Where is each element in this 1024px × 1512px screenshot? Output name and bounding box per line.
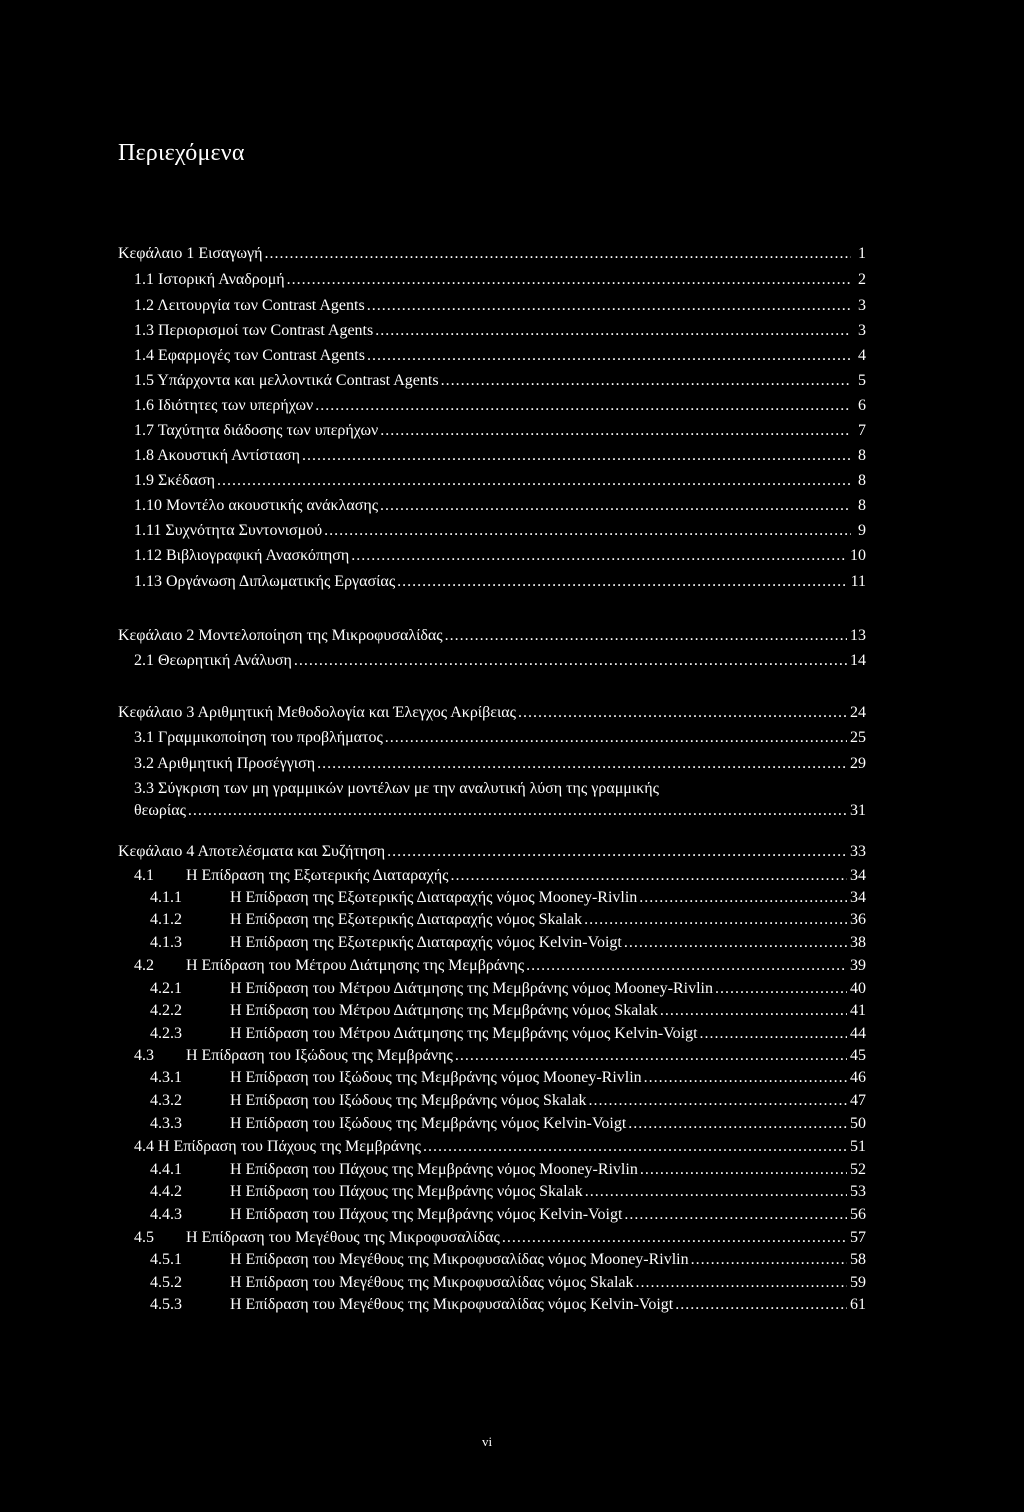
toc-entry-page: 59 (850, 1274, 866, 1291)
toc-entry[interactable] (0, 420, 1024, 442)
toc-entry-page: 45 (850, 1047, 866, 1064)
toc-entry-page: 44 (850, 1025, 866, 1042)
toc-entry-label: Η Επίδραση του Πάχους της Μεμβράνης νόμος Mooney-Rivlin (230, 1161, 638, 1178)
dot-leader (387, 841, 847, 863)
page-number: vi (482, 1434, 493, 1449)
toc-entry-page: 47 (850, 1092, 866, 1109)
dot-leader (367, 295, 851, 317)
toc-entry-page: 10 (850, 547, 866, 564)
dot-leader (264, 243, 851, 265)
toc-entry[interactable] (0, 470, 1024, 492)
dot-leader (367, 345, 851, 367)
toc-entry[interactable] (0, 370, 1024, 392)
toc-entry-label: 1.5 Υπάρχοντα και μελλοντικά Contrast Agents (134, 372, 439, 389)
toc-entry-page: 9 (858, 522, 866, 539)
dot-leader (397, 571, 847, 593)
toc-entry-number: 4.3 (134, 1047, 154, 1064)
toc-entry-page: 50 (850, 1115, 866, 1132)
toc-entry-label: Η Επίδραση του Ιξώδους της Μεμβράνης νόμος Mooney-Rivlin (230, 1069, 642, 1086)
toc-entry-number: 4.5 (134, 1229, 154, 1246)
dot-leader (644, 1067, 847, 1089)
toc-entry-label: Η Επίδραση του Μεγέθους της Μικροφυσαλίδας νόμος Skalak (230, 1274, 634, 1291)
toc-entry-page: 8 (858, 447, 866, 464)
dot-leader (455, 1045, 847, 1067)
toc-entry[interactable] (0, 865, 1024, 887)
toc-entry-label: 1.1 Ιστορική Αναδρομή (134, 271, 285, 288)
toc-entry-label: Η Επίδραση του Μεγέθους της Μικροφυσαλίδας (186, 1229, 500, 1246)
toc-entry[interactable] (0, 650, 1024, 672)
toc-entry[interactable] (0, 1090, 1024, 1112)
dot-leader (639, 887, 847, 909)
dot-leader (317, 753, 847, 775)
dot-leader (302, 445, 851, 467)
toc-entry-label: Η Επίδραση της Εξωτερικής Διαταραχής νόμος Skalak (230, 911, 583, 928)
toc-entry-page: 38 (850, 934, 866, 951)
toc-entry-number: 4.2.1 (150, 980, 182, 997)
toc-entry[interactable] (0, 778, 1024, 800)
dot-leader (585, 1181, 847, 1203)
dot-leader (385, 727, 847, 749)
toc-entry-page: 34 (850, 889, 866, 906)
toc-entry-label: Η Επίδραση του Μεγέθους της Μικροφυσαλίδας νόμος Kelvin-Voigt (230, 1296, 674, 1313)
dot-leader (584, 909, 847, 931)
toc-entry[interactable] (0, 909, 1024, 931)
toc-entry-page: 31 (850, 802, 866, 819)
toc-entry[interactable] (0, 625, 1024, 647)
dot-leader (450, 865, 847, 887)
toc-entry[interactable] (0, 445, 1024, 467)
toc-entry[interactable] (0, 1204, 1024, 1226)
toc-entry-number: 4.1.2 (150, 911, 182, 928)
dot-leader (380, 420, 851, 442)
toc-entry-label: Η Επίδραση του Ιξώδους της Μεμβράνης νόμος Kelvin-Voigt (230, 1115, 627, 1132)
toc-entry-label: Η Επίδραση του Πάχους της Μεμβράνης νόμος Skalak (230, 1183, 583, 1200)
toc-entry[interactable] (0, 753, 1024, 775)
toc-entry[interactable] (0, 1249, 1024, 1271)
toc-entry-label: Η Επίδραση της Εξωτερικής Διαταραχής (186, 867, 449, 884)
toc-entry[interactable] (0, 395, 1024, 417)
toc-entry-page: 41 (850, 1002, 866, 1019)
toc-entry[interactable] (0, 1227, 1024, 1249)
toc-entry-label: 1.13 Οργάνωση Διπλωματικής Εργασίας (134, 573, 396, 590)
dot-leader (715, 978, 847, 1000)
dot-leader (628, 1113, 847, 1135)
toc-entry-label: Η Επίδραση της Εξωτερικής Διαταραχής νόμος Mooney-Rivlin (230, 889, 638, 906)
toc-entry-label: Η Επίδραση του Μέτρου Διάτμησης της Μεμβράνης νόμος Kelvin-Voigt (230, 1025, 698, 1042)
toc-entry[interactable] (0, 1159, 1024, 1181)
dot-leader (691, 1249, 847, 1271)
toc-entry-page: 3 (858, 322, 866, 339)
toc-entry[interactable] (0, 800, 1024, 822)
toc-entry-page: 34 (850, 867, 866, 884)
toc-entry[interactable] (0, 1023, 1024, 1045)
toc-entry-page: 4 (858, 347, 866, 364)
dot-leader (624, 1204, 847, 1226)
toc-entry-label: 3.1 Γραμμικοποίηση του προβλήματος (134, 729, 383, 746)
toc-entry-label: 1.9 Σκέδαση (134, 472, 216, 489)
toc-entry-page: 52 (850, 1161, 866, 1178)
dot-leader (441, 370, 851, 392)
toc-entry-label: 1.2 Λειτουργία των Contrast Agents (134, 297, 365, 314)
dot-leader (423, 1136, 847, 1158)
toc-entry[interactable] (0, 520, 1024, 542)
dot-leader (675, 1294, 847, 1316)
dot-leader (640, 1159, 847, 1181)
toc-entry[interactable] (0, 1000, 1024, 1022)
dot-leader (351, 545, 847, 567)
toc-entry[interactable] (0, 727, 1024, 749)
toc-entry[interactable] (0, 932, 1024, 954)
toc-entry-number: 4.3.1 (150, 1069, 182, 1086)
toc-entry-label: Κεφάλαιο 1 Εισαγωγή (118, 245, 263, 262)
dot-leader (380, 495, 851, 517)
dot-leader (217, 470, 851, 492)
toc-entry-page: 11 (850, 573, 866, 590)
toc-entry-number: 4.5.3 (150, 1296, 182, 1313)
toc-entry[interactable] (0, 702, 1024, 724)
toc-entry-page: 8 (858, 497, 866, 514)
toc-entry-label: 3.3 Σύγκριση των μη γραμμικών μοντέλων με την αναλυτική λύση της γραμμικής (134, 780, 659, 797)
toc-entry[interactable] (0, 269, 1024, 291)
toc-entry-number: 4.3.2 (150, 1092, 182, 1109)
toc-entry-page: 40 (850, 980, 866, 997)
toc-entry-label: Η Επίδραση του Μέτρου Διάτμησης της Μεμβράνης (186, 957, 525, 974)
toc-entry[interactable] (0, 1294, 1024, 1316)
toc-entry-label: Η Επίδραση του Μέτρου Διάτμησης της Μεμβράνης νόμος Skalak (230, 1002, 658, 1019)
dot-leader (315, 395, 851, 417)
toc-entry-number: 4.1 (134, 867, 154, 884)
toc-entry[interactable] (0, 1113, 1024, 1135)
toc-entry-label: 2.1 Θεωρητική Ανάλυση (134, 652, 292, 669)
toc-entry-page: 57 (850, 1229, 866, 1246)
toc-entry-page: 33 (850, 843, 866, 860)
toc-entry-page: 1 (858, 245, 866, 262)
toc-entry[interactable] (0, 295, 1024, 317)
dot-leader (287, 269, 851, 291)
toc-entry-page: 5 (858, 372, 866, 389)
toc-entry-label: 4.4 Η Επίδραση του Πάχους της Μεμβράνης (134, 1138, 422, 1155)
toc-entry-number: 4.1.1 (150, 889, 182, 906)
dot-leader (589, 1090, 847, 1112)
toc-entry-label: Η Επίδραση του Μεγέθους της Μικροφυσαλίδας νόμος Mooney-Rivlin (230, 1251, 689, 1268)
toc-entry-label: 3.2 Αριθμητική Προσέγγιση (134, 755, 316, 772)
toc-entry-label: 1.11 Συχνότητα Συντονισμού (134, 522, 323, 539)
toc-entry-page: 39 (850, 957, 866, 974)
toc-entry-page: 29 (850, 755, 866, 772)
toc-entry[interactable] (0, 545, 1024, 567)
toc-entry-label: Η Επίδραση του Ιξώδους της Μεμβράνης (186, 1047, 453, 1064)
toc-entry[interactable] (0, 1136, 1024, 1158)
toc-entry[interactable] (0, 1272, 1024, 1294)
toc-entry-number: 4.4.2 (150, 1183, 182, 1200)
toc-entry[interactable] (0, 345, 1024, 367)
toc-entry-page: 8 (858, 472, 866, 489)
toc-entry-page: 51 (850, 1138, 866, 1155)
dot-leader (660, 1000, 847, 1022)
toc-entry-page: 61 (850, 1296, 866, 1313)
toc-entry-page: 24 (850, 704, 866, 721)
toc-entry-page: 13 (850, 627, 866, 644)
toc-entry-page: 6 (858, 397, 866, 414)
toc-entry-number: 4.2.3 (150, 1025, 182, 1042)
page-title: Περιεχόμενα (118, 140, 245, 166)
dot-leader (324, 520, 851, 542)
toc-entry-number: 4.3.3 (150, 1115, 182, 1132)
toc-entry-label: 1.3 Περιορισμοί των Contrast Agents (134, 322, 374, 339)
toc-entry-page: 53 (850, 1183, 866, 1200)
toc-entry[interactable] (0, 887, 1024, 909)
toc-entry[interactable] (0, 955, 1024, 977)
toc-entry-label: 1.8 Ακουστική Αντίσταση (134, 447, 300, 464)
toc-entry-page: 25 (850, 729, 866, 746)
toc-entry-page: 36 (850, 911, 866, 928)
dot-leader (700, 1023, 847, 1045)
toc-entry-label: Η Επίδραση του Ιξώδους της Μεμβράνης νόμος Skalak (230, 1092, 587, 1109)
toc-entry-label: Κεφάλαιο 3 Αριθμητική Μεθοδολογία και Έλεγχος Ακρίβειας (118, 704, 516, 721)
toc-entry-label: θεωρίας (134, 802, 186, 819)
toc-entry[interactable] (0, 495, 1024, 517)
toc-entry-label: Η Επίδραση του Μέτρου Διάτμησης της Μεμβράνης νόμος Mooney-Rivlin (230, 980, 713, 997)
dot-leader (518, 702, 847, 724)
toc-entry-label: 1.4 Εφαρμογές των Contrast Agents (134, 347, 365, 364)
toc-entry-label: 1.6 Ιδιότητες των υπερήχων (134, 397, 314, 414)
toc-entry[interactable] (0, 571, 1024, 593)
dot-leader (502, 1227, 847, 1249)
dot-leader (294, 650, 847, 672)
dot-leader (188, 800, 847, 822)
toc-entry-page: 7 (858, 422, 866, 439)
toc-entry[interactable] (0, 320, 1024, 342)
dot-leader (445, 625, 847, 647)
toc-entry-number: 4.5.1 (150, 1251, 182, 1268)
toc-entry[interactable] (0, 243, 1024, 265)
toc-entry-page: 2 (858, 271, 866, 288)
toc-entry-label: 1.7 Ταχύτητα διάδοσης των υπερήχων (134, 422, 379, 439)
dot-leader (636, 1272, 847, 1294)
toc-entry-number: 4.4.1 (150, 1161, 182, 1178)
toc-entry-page: 56 (850, 1206, 866, 1223)
toc-entry-page: 58 (850, 1251, 866, 1268)
toc-entry-page: 46 (850, 1069, 866, 1086)
dot-leader (526, 955, 847, 977)
toc-entry[interactable] (0, 1067, 1024, 1089)
toc-entry-number: 4.5.2 (150, 1274, 182, 1291)
toc-entry-number: 4.1.3 (150, 934, 182, 951)
toc-entry-label: Η Επίδραση της Εξωτερικής Διαταραχής νόμος Kelvin-Voigt (230, 934, 622, 951)
toc-entry-label: Η Επίδραση του Πάχους της Μεμβράνης νόμος Kelvin-Voigt (230, 1206, 623, 1223)
toc-entry-page: 14 (850, 652, 866, 669)
dot-leader (375, 320, 851, 342)
toc-entry-page: 3 (858, 297, 866, 314)
dot-leader (624, 932, 847, 954)
toc-entry[interactable] (0, 1181, 1024, 1203)
toc-entry-label: Κεφάλαιο 4 Αποτελέσματα και Συζήτηση (118, 843, 386, 860)
toc-entry[interactable] (0, 841, 1024, 863)
toc-entry[interactable] (0, 1045, 1024, 1067)
toc-entry-label: 1.10 Μοντέλο ακουστικής ανάκλασης (134, 497, 379, 514)
toc-entry-number: 4.2 (134, 957, 154, 974)
toc-entry[interactable] (0, 978, 1024, 1000)
toc-entry-label: 1.12 Βιβλιογραφική Ανασκόπηση (134, 547, 350, 564)
toc-entry-number: 4.2.2 (150, 1002, 182, 1019)
toc-entry-label: Κεφάλαιο 2 Μοντελοποίηση της Μικροφυσαλίδας (118, 627, 443, 644)
toc-entry-number: 4.4.3 (150, 1206, 182, 1223)
